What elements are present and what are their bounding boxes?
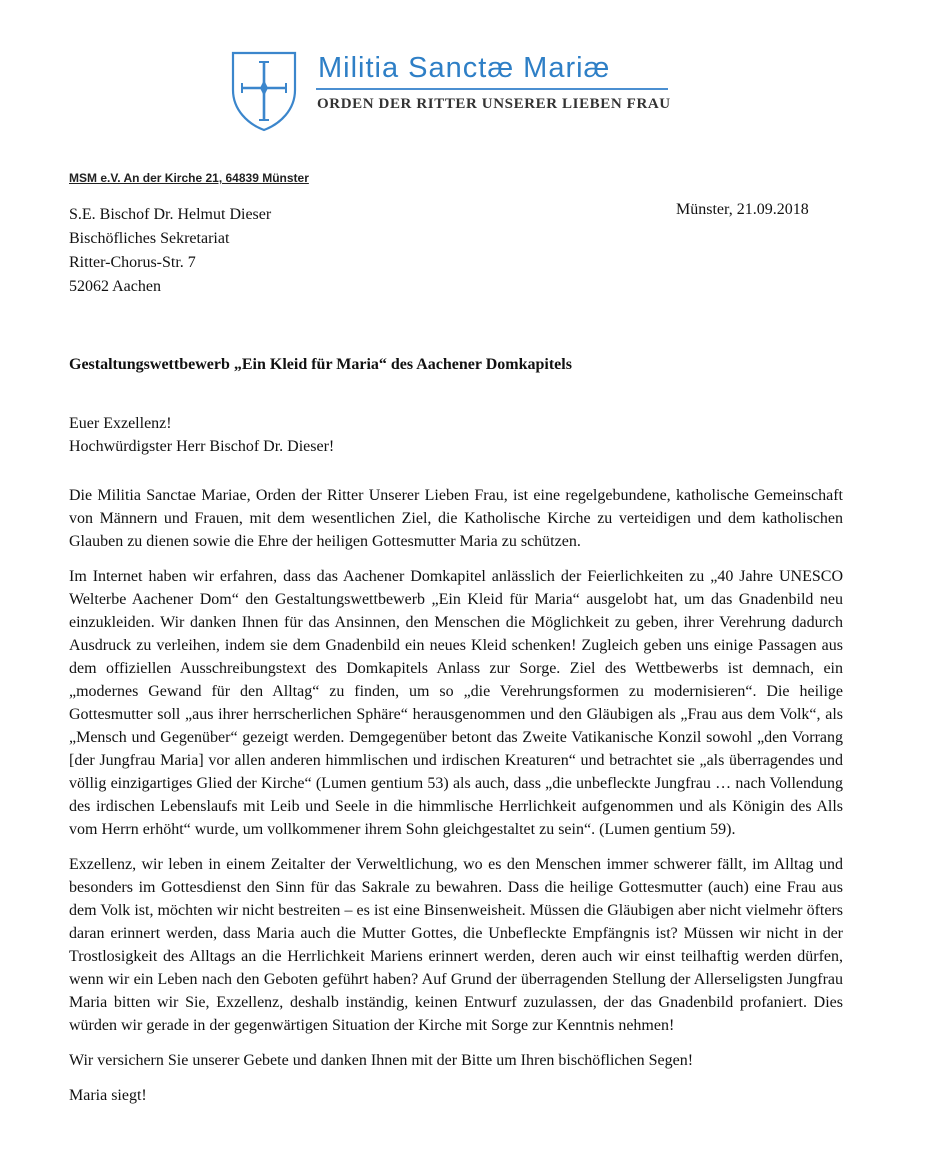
letter-subject: Gestaltungswettbewerb „Ein Kleid für Maria“ des Aachener Domkapitels bbox=[69, 356, 572, 373]
recipient-address bbox=[69, 203, 271, 299]
recipient-line: Ritter-Chorus-Str. 7 bbox=[69, 254, 196, 271]
body-paragraph: Wir versichern Sie unserer Gebete und danken Ihnen mit der Bitte um Ihren bischöflichen Segen! bbox=[69, 1052, 694, 1069]
recipient-line: Bischöfliches Sekretariat bbox=[69, 230, 230, 247]
org-subtitle: ORDEN DER RITTER UNSERER LIEBEN FRAU bbox=[317, 96, 671, 112]
letter-body bbox=[69, 484, 843, 1107]
recipient-line: 52062 Aachen bbox=[69, 278, 161, 295]
recipient-line: S.E. Bischof Dr. Helmut Dieser bbox=[69, 206, 272, 223]
closing-line: Maria siegt! bbox=[69, 1087, 147, 1104]
cross-shield-icon bbox=[230, 50, 298, 132]
body-paragraph: Die Militia Sanctae Mariae, Orden der Ritter Unserer Lieben Frau, ist eine regelgebundene, katholische Gemeinschaft von Männern und Frauen, mit dem wesentlichen Ziel, die Katholische Kirche zu verteidigen und dem katholischen Glauben zu dienen sowie die Ehre der heiligen Gottesmutter Maria zu schützen. bbox=[69, 487, 843, 550]
letter-date: Münster, 21.09.2018 bbox=[676, 201, 809, 218]
salutation-line: Hochwürdigster Herr Bischof Dr. Dieser! bbox=[69, 438, 335, 455]
org-name: Militia Sanctæ Mariæ bbox=[318, 52, 611, 84]
body-paragraph: Im Internet haben wir erfahren, dass das Aachener Domkapitel anlässlich der Feierlichkeiten zu „40 Jahre UNESCO Welterbe Aachener Dom“ den Gestaltungswettbewerb „Ein Kleid für Maria“ ausgelobt hat, um das Gnadenbild neu einzukleiden. Wir danken Ihnen für das Ansinnen, den Menschen die Möglichkeit zu geben, ihrer Verehrung dadurch Ausdruck zu verleihen, indem sie dem Gnadenbild ein neues Kleid schenken! Zugleich geben uns einige Passagen aus dem offiziellen Ausschreibungstext des Domkapitels Anlass zur Sorge. Ziel des Wettbewerbs ist demnach, ein „modernes Gewand für den Alltag“ zu finden, um so „die Verehrungsformen zu modernisieren“. Die heilige Gottesmutter soll „aus ihrer herrscherlichen Sphäre“ herausgenommen und den Gläubigen als „Frau aus dem Volk“, als „Mensch und Gegenüber“ gezeigt werden. Demgegenüber betont das Zweite Vatikanische Konzil sowohl „den Vorrang [der Jungfrau Maria] vor allen anderen himmlischen und irdischen Kreaturen“ und betrachtet sie „als überragendes und völlig einzigartiges Glied der Kirche“ (Lumen gentium 53) als auch, dass „die unbefleckte Jungfrau … nach Vollendung des irdischen Lebenslaufs mit Leib und Seele in die himmlische Herrlichkeit aufgenommen und als Königin des Alls vom Herrn erhöht“ wurde, um vollkommener ihrem Sohn gleichgestaltet zu sein“. (Lumen gentium 59). bbox=[69, 568, 843, 838]
salutation-line: Euer Exzellenz! bbox=[69, 415, 172, 432]
letterhead-divider bbox=[316, 88, 668, 90]
salutation bbox=[69, 412, 334, 458]
sender-address-line: MSM e.V. An der Kirche 21, 64839 Münster bbox=[69, 171, 309, 185]
body-paragraph: Exzellenz, wir leben in einem Zeitalter der Verweltlichung, wo es den Menschen immer schwerer fällt, im Alltag und besonders im Gottesdienst den Sinn für das Sakrale zu bewahren. Dass die heilige Gottesmutter (auch) eine Frau aus dem Volk ist, möchten wir nicht bestreiten – es ist eine Binsenweisheit. Müssen die Gläubigen aber nicht vielmehr öfters daran erinnert werden, dass Maria auch die Mutter Gottes, die Unbefleckte Empfängnis ist? Müssen wir nicht in der Trostlosigkeit des Alltags an die Herrlichkeit Mariens erinnert werden, deren auch wir einst teilhaftig werden dürfen, wenn wir ein Leben nach den Geboten geführt haben? Auf Grund der überragenden Stellung der Allerseligsten Jungfrau Maria bitten wir Sie, Exzellenz, deshalb inständig, keinen Entwurf zuzulassen, der das Gnadenbild profaniert. Dies würden wir gerade in der gegenwärtigen Situation der Kirche mit Sorge zur Kenntnis nehmen! bbox=[69, 856, 843, 1034]
